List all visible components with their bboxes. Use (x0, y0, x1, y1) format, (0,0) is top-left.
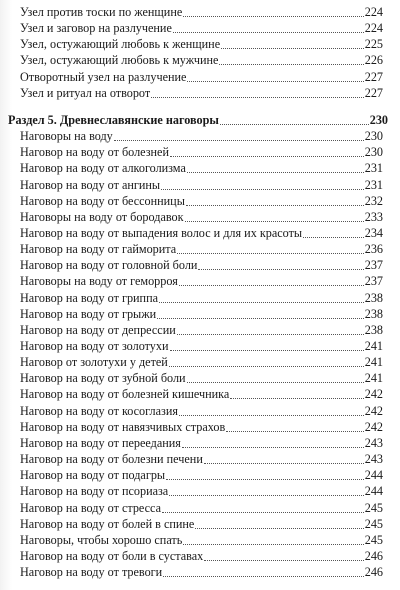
toc-entry-page-number: 236 (364, 242, 383, 257)
toc-entry-title: Отворотный узел на разлучение (20, 69, 187, 84)
toc-entry-title: Наговор на воду от болезней кишечника (20, 387, 230, 402)
toc-entry-page-number: 246 (364, 565, 383, 580)
toc-entry (0, 483, 400, 499)
toc-entry (0, 52, 400, 68)
toc-leader-dots (163, 564, 364, 577)
toc-entry (0, 273, 400, 289)
toc-entry (0, 548, 400, 564)
toc-leader-dots (185, 209, 364, 222)
toc-entry-page-number: 227 (364, 69, 383, 84)
toc-entry (0, 451, 400, 467)
toc-entry-title: Наговор на воду от зубной боли (20, 371, 186, 386)
toc-entry-page-number: 230 (369, 112, 388, 127)
toc-entry-page-number: 227 (364, 85, 383, 100)
toc-entry-title: Наговор на воду от выпадения волос и для их красоты (20, 225, 303, 240)
toc-leader-dots (221, 36, 364, 49)
toc-entry-title: Наговор на воду от косоглазия (20, 403, 178, 418)
toc-entry (0, 177, 400, 193)
toc-entry (0, 435, 400, 451)
toc-entry (0, 225, 400, 241)
toc-entry (0, 144, 400, 160)
toc-entry-page-number: 234 (364, 225, 383, 240)
toc-entry-page-number: 241 (364, 355, 383, 370)
toc-entry (0, 338, 400, 354)
toc-entry (0, 4, 400, 20)
toc-entry (0, 370, 400, 386)
toc-entry (0, 69, 400, 85)
toc-leader-dots (179, 273, 364, 286)
toc-leader-dots (226, 419, 363, 432)
toc-section-heading (0, 112, 400, 128)
toc-leader-dots (179, 403, 364, 416)
toc-entry-page-number: 245 (364, 516, 383, 531)
toc-entry (0, 85, 400, 101)
toc-entry-page-number: 237 (364, 258, 383, 273)
toc-entry-title: Узел, остужающий любовь к мужчине (20, 53, 219, 68)
toc-entry (0, 160, 400, 176)
toc-entry-page-number: 232 (364, 193, 383, 208)
toc-entry (0, 322, 400, 338)
toc-entry-title: Наговор на воду от псориаза (20, 484, 169, 499)
toc-entry (0, 403, 400, 419)
toc-entry (0, 564, 400, 580)
toc-entry-page-number: 233 (364, 209, 383, 224)
toc-entry-title: Наговор на воду от тревоги (20, 565, 163, 580)
toc-entry-title: Наговор на воду от болезней (20, 145, 169, 160)
toc-leader-dots (219, 52, 363, 65)
toc-entry-title: Наговор на воду от боли в суставах (20, 548, 204, 563)
toc-entry (0, 290, 400, 306)
toc-leader-dots (177, 322, 364, 335)
toc-entry (0, 128, 400, 144)
toc-entry-page-number: 246 (364, 548, 383, 563)
toc-entry (0, 241, 400, 257)
toc-entry (0, 20, 400, 36)
toc-entry-title: Наговор на воду от стресса (20, 500, 162, 515)
toc-entry (0, 209, 400, 225)
toc-leader-dots (151, 85, 364, 98)
toc-entry (0, 500, 400, 516)
toc-entry-page-number: 226 (364, 53, 383, 68)
toc-entry (0, 516, 400, 532)
toc-entry-title: Наговор на воду от алкоголизма (20, 161, 186, 176)
toc-leader-dots (161, 177, 364, 190)
toc-entry-title: Наговор на воду от ангины (20, 177, 161, 192)
toc-entry-page-number: 224 (364, 5, 383, 19)
toc-entry-page-number: 231 (364, 177, 383, 192)
toc-leader-dots (114, 128, 364, 141)
toc-entry (0, 193, 400, 209)
toc-entry (0, 467, 400, 483)
toc-entry-title: Наговор на воду от гриппа (20, 290, 159, 305)
toc-entry-page-number: 242 (364, 387, 383, 402)
toc-entry (0, 386, 400, 402)
toc-entry-page-number: 238 (364, 290, 383, 305)
toc-leader-dots (169, 354, 364, 367)
toc-entry-title: Наговоры, чтобы хорошо спать (20, 532, 183, 547)
toc-leader-dots (186, 193, 364, 206)
toc-entry-page-number: 242 (364, 419, 383, 434)
toc-entry-page-number: 224 (364, 21, 383, 36)
toc-entry-title: Наговор на воду от бессонницы (20, 193, 185, 208)
toc-entry (0, 36, 400, 52)
toc-entry-title: Наговор на воду от навязчивых страхов (20, 419, 226, 434)
toc-entry-page-number: 245 (364, 532, 383, 547)
toc-leader-dots (170, 144, 364, 157)
toc-entry-title: Наговор на воду от переедания (20, 435, 181, 450)
toc-entry-title: Раздел 5. Древнеславянские наговоры (8, 112, 219, 127)
toc-entry-title: Наговор на воду от головной боли (20, 258, 198, 273)
toc-leader-dots (177, 241, 364, 254)
toc-entry-title: Наговоры на воду от бородавок (20, 209, 184, 224)
toc-entry (0, 354, 400, 370)
toc-leader-dots (166, 467, 364, 480)
toc-entry-page-number: 225 (364, 37, 383, 52)
toc-entry-page-number: 230 (364, 129, 383, 144)
toc-entry-title: Наговор на воду от гайморита (20, 242, 177, 257)
toc-leader-dots (195, 516, 363, 529)
toc-leader-dots (198, 257, 363, 270)
toc-entry-page-number: 238 (364, 322, 383, 337)
toc-leader-dots (157, 306, 364, 319)
toc-entry-title: Наговор на воду от грыжи (20, 306, 157, 321)
toc-entry-title: Наговоры на воду (20, 129, 113, 144)
toc-entry-page-number: 241 (364, 371, 383, 386)
toc-entry-page-number: 231 (364, 161, 383, 176)
toc-leader-dots (230, 386, 363, 399)
toc-leader-dots (187, 370, 364, 383)
toc-entry-title: Узел и ритуал на отворот (20, 85, 151, 100)
toc-entry (0, 532, 400, 548)
toc-entry-page-number: 244 (364, 484, 383, 499)
toc-entry-page-number: 241 (364, 339, 383, 353)
toc-entry (0, 257, 400, 273)
toc-entry-title: Узел против тоски по женщине (20, 5, 183, 19)
toc-leader-dots (220, 112, 369, 125)
toc-entry-title: Наговор на воду от подагры (20, 468, 166, 483)
toc-leader-dots (159, 290, 364, 303)
toc-leader-dots (162, 500, 364, 513)
toc-leader-dots (183, 4, 363, 17)
toc-entry-page-number: 242 (364, 403, 383, 418)
toc-leader-dots (204, 548, 363, 561)
toc-leader-dots (187, 160, 364, 173)
toc-leader-dots (204, 451, 364, 464)
toc-entry-page-number: 230 (364, 145, 383, 160)
toc-leader-dots (173, 20, 364, 33)
toc-entry-page-number: 237 (364, 274, 383, 289)
toc-entry (0, 419, 400, 435)
toc-leader-dots (169, 483, 364, 496)
toc-entry (0, 306, 400, 322)
toc-entry-title: Наговоры на воду от геморроя (20, 274, 178, 289)
toc-entry-title: Узел и заговор на разлучение (20, 21, 172, 36)
toc-entry-page-number: 245 (364, 500, 383, 515)
toc-entry-title: Наговор на воду от золотухи (20, 339, 169, 353)
toc-leader-dots (303, 225, 364, 238)
toc-leader-dots (183, 532, 363, 545)
toc-entry-page-number: 244 (364, 468, 383, 483)
toc-entry-page-number: 238 (364, 306, 383, 321)
toc-entry-title: Наговор от золотухи у детей (20, 355, 168, 370)
toc-entry-title: Узел, остужающий любовь к женщине (20, 37, 221, 52)
toc-leader-dots (187, 69, 363, 82)
toc-entry-title: Наговор на воду от депрессии (20, 322, 176, 337)
toc-entry-page-number: 243 (364, 452, 383, 467)
toc-leader-dots (182, 435, 364, 448)
toc-entry-title: Наговор на воду от болезни печени (20, 452, 203, 467)
toc-entry-page-number: 243 (364, 435, 383, 450)
toc-leader-dots (170, 338, 364, 351)
toc-entry-title: Наговор на воду от болей в спине (20, 516, 195, 531)
